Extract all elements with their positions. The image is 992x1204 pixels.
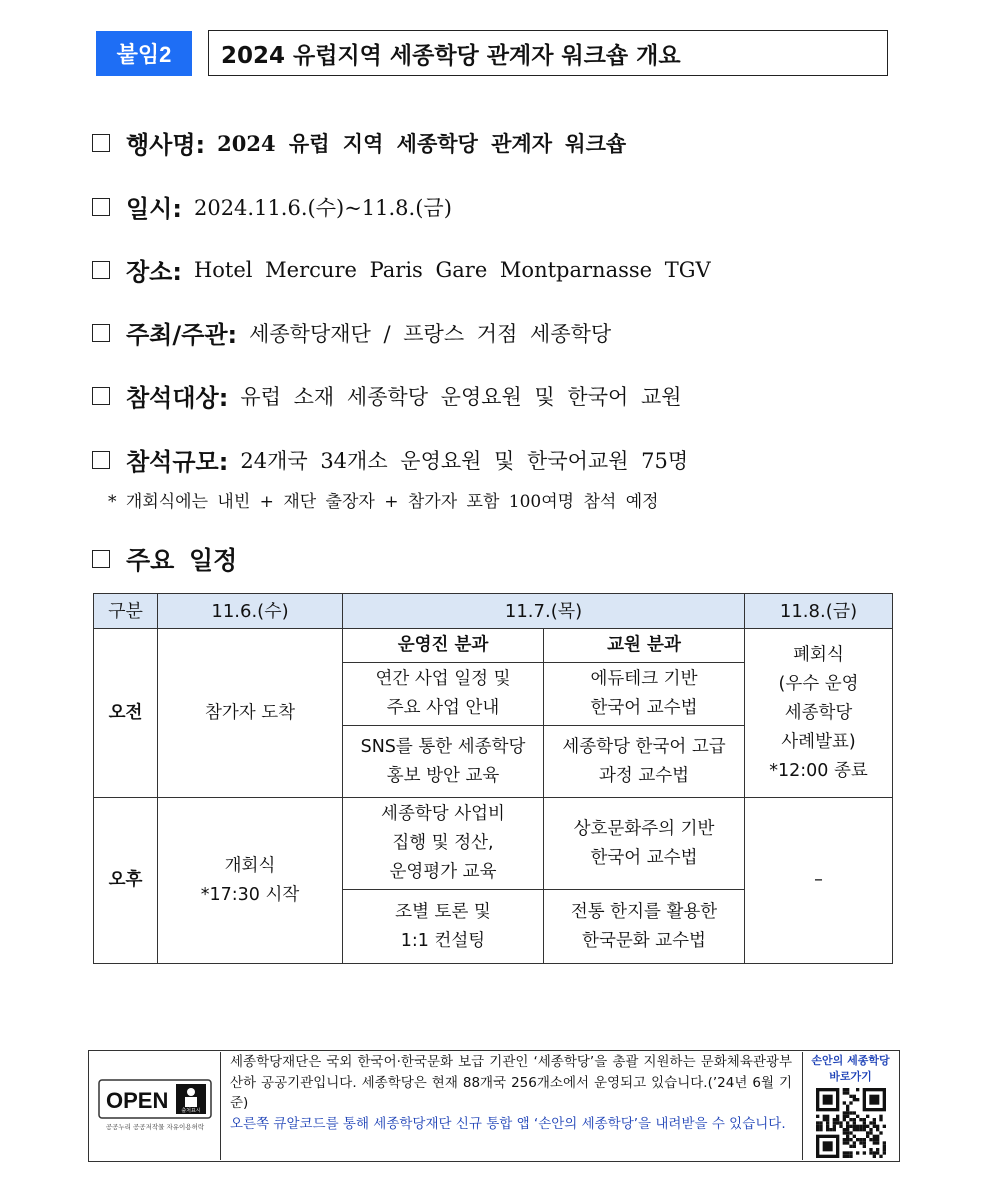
cell-line: 연간 사업 일정 및 [375,669,511,689]
table-cell [544,890,745,964]
cell-line: 집행 및 정산, [392,833,494,853]
logo-open-text: OPEN [106,1088,169,1113]
cell-line: 개회식 [224,855,276,876]
cell-line: 운영평가 교육 [389,862,497,882]
checkbox-icon [92,324,110,342]
subheader-teach: 교원 분과 [544,629,745,663]
checkbox-icon [92,134,110,152]
item-label: 장소: [126,258,182,286]
subheader-ops: 운영진 분과 [343,629,544,663]
item-event-name [92,125,626,160]
table-cell [158,798,343,964]
table-cell [544,663,745,726]
cell-line: 세종학당 [784,702,853,723]
cell-line: 주요 사업 안내 [386,698,500,718]
logo-sub-text: 공공누리 공공저작물 자유이용허락 [105,1123,205,1131]
item-label: 주최/주관: [126,321,238,349]
cell-line: 1:1 컨설팅 [400,930,486,951]
cell-line: (우수 운영 [778,673,859,694]
schedule-title: 주요 일정 [126,546,238,575]
table-cell: 참가자 도착 [158,629,343,798]
qr-label-shortcut: 바로가기 [829,1070,872,1083]
item-value: 24개국 34개소 운영요원 및 한국어교원 75명 [240,448,689,473]
cell-line: SNS를 통한 세종학당 [360,736,526,757]
item-label: 참석대상: [126,384,229,412]
schedule-table [93,593,893,964]
table-cell: – [745,798,893,964]
table-header-row [94,594,893,629]
table-cell [343,663,544,726]
cell-line: 세종학당 한국어 고급 [562,736,726,757]
item-value: 세종학당재단 / 프랑스 거점 세종학당 [249,321,612,346]
item-label: 참석규모: [126,448,229,476]
item-organizer [92,315,611,350]
row-label-afternoon: 오후 [94,798,158,964]
item-target [92,378,682,413]
item-date [92,189,452,224]
cell-line: 에듀테크 기반 [590,669,698,689]
footer-text-app: 오른쪽 큐알코드를 통해 세종학당재단 신규 통합 앱 ‘손안의 세종학당’을 내려받을 수 있습니다. [230,1115,786,1132]
qr-section[interactable] [802,1052,898,1160]
row-label-morning: 오전 [94,629,158,798]
item-scale [92,442,688,477]
table-row [94,798,893,890]
checkbox-icon [92,261,110,279]
cell-line: 한국문화 교수법 [582,930,706,951]
table-cell [343,890,544,964]
table-cell [343,798,544,890]
cell-line: 조별 토론 및 [395,901,491,922]
cell-line: 한국어 교수법 [590,847,698,868]
cell-line: *12:00 종료 [769,760,868,781]
footer-description [230,1052,792,1134]
checkbox-icon [92,387,110,405]
header-cell: 11.8.(금) [745,594,893,629]
cell-line: 한국어 교수법 [590,698,698,718]
item-label: 행사명: [126,131,206,159]
attendance-note: * 개회식에는 내빈 + 재단 출장자 + 참가자 포함 100여명 참석 예정 [108,492,659,512]
item-value: Hotel Mercure Paris Gare Montparnasse TGV [193,257,711,282]
item-venue [92,252,711,287]
item-value: 유럽 소재 세종학당 운영요원 및 한국어 교원 [240,384,682,409]
item-value: 2024 유럽 지역 세종학당 관계자 워크숍 [217,130,627,156]
table-cell-closing [745,629,893,798]
checkbox-icon [92,550,110,568]
checkbox-icon [92,451,110,469]
document-title [208,30,888,76]
checkbox-icon [92,198,110,216]
footer-text-org: 세종학당재단은 국외 한국어·한국문화 보급 기관인 ‘세종학당’을 총괄 지원하는 문화체육관광부 산하 공공기관입니다. 세종학당은 현재 88개국 256개소에서 운영되고 있습니다.(’24년 6월 기준) [230,1054,792,1111]
table-cell [544,726,745,798]
table-row [94,629,893,663]
cell-line: 과정 교수법 [598,765,690,786]
item-value: 2024.11.6.(수)~11.8.(금) [193,195,452,220]
header-cell: 11.6.(수) [158,594,343,629]
cell-line: 폐회식 [793,644,844,665]
qr-code-icon[interactable] [816,1088,886,1158]
document-title-text: 2024 유럽지역 세종학당 관계자 워크숍 개요 [221,42,681,69]
item-label: 일시: [126,195,182,223]
table-cell [343,726,544,798]
attachment-badge: 붙임2 [96,31,192,76]
cell-line: 상호문화주의 기반 [573,818,715,839]
schedule-heading [92,541,249,577]
header-cell: 구분 [94,594,158,629]
kogl-logo-icon [98,1078,212,1134]
kogl-open-logo [90,1052,221,1160]
cell-line: *17:30 시작 [200,884,300,905]
cell-line: 홍보 방안 교육 [386,765,500,786]
header-cell: 11.7.(목) [343,594,745,629]
logo-tag-text: 출처표시 [181,1108,201,1114]
cell-line: 사례발표) [781,731,856,752]
qr-label-title: 손안의 세종학당 [811,1054,890,1067]
cell-line: 전통 한지를 활용한 [570,901,718,922]
cell-line: 세종학당 사업비 [381,804,505,824]
table-cell [544,798,745,890]
